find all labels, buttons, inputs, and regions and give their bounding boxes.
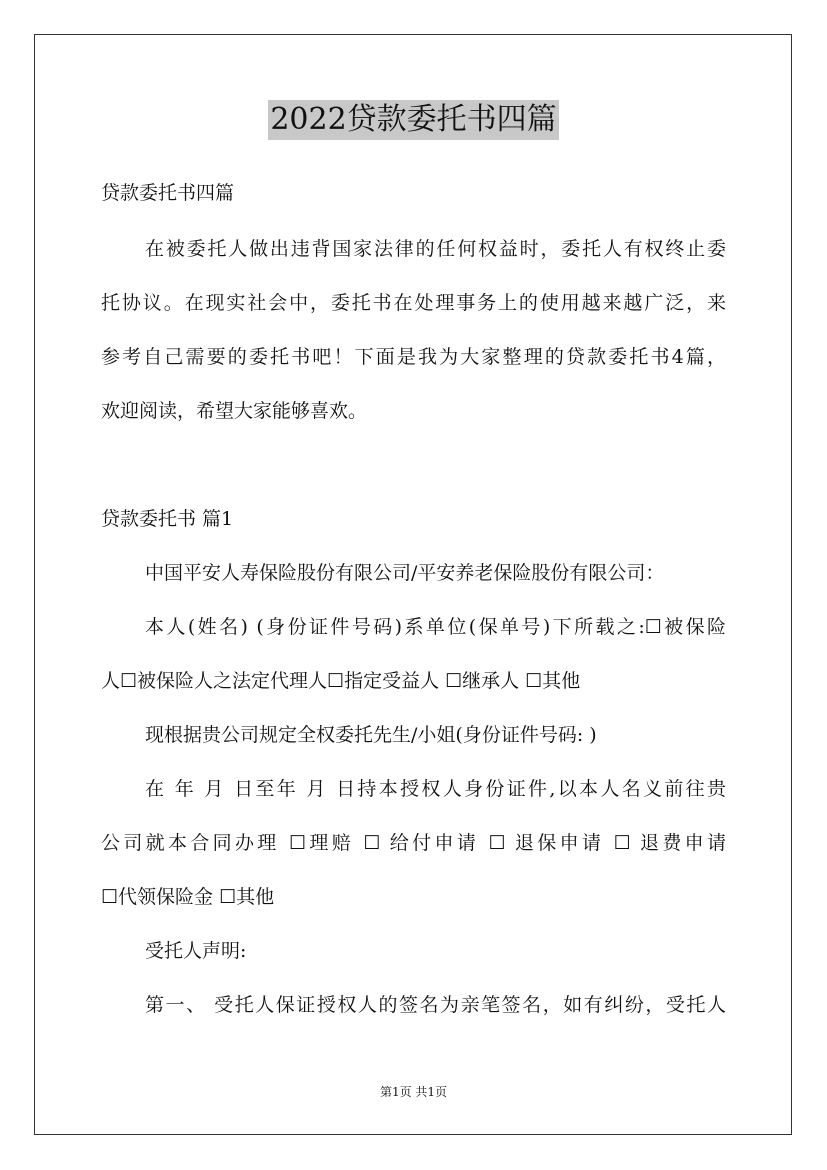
intro-line: 欢迎阅读，希望大家能够喜欢。 [101,400,368,422]
intro-line: 在被委托人做出违背国家法律的任何权益时，委托人有权终止委 [145,238,726,260]
section1-line: 在 年 月 日至年 月 日持本授权人身份证件,以本人名义前往贵 [145,778,726,800]
section1-line: 公司就本合同办理 ☐理赔 ☐ 给付申请 ☐ 退保申请 ☐ 退费申请 [101,832,726,854]
document-title: 2022贷款委托书四篇 [268,100,558,140]
section1-heading: 贷款委托书 篇1 [101,508,234,530]
intro-line: 托协议。在现实社会中，委托书在处理事务上的使用越来越广泛，来 [101,292,726,314]
section1-line: ☐代领保险金 ☐其他 [101,886,275,908]
intro-heading: 贷款委托书四篇 [101,182,235,204]
section1-line: 第一、 受托人保证授权人的签名为亲笔签名，如有纠纷，受托人 [145,994,726,1016]
section1-line: 受托人声明: [145,940,247,962]
title-container [0,100,827,140]
intro-line: 参考自己需要的委托书吧！下面是我为大家整理的贷款委托书4篇， [101,346,726,368]
section1-line: 本人(姓名) (身份证件号码)系单位(保单号)下所载之:☐被保险 [145,616,726,638]
page-number: 第1页 共1页 [379,1085,448,1099]
section1-line: 中国平安人寿保险股份有限公司/平安养老保险股份有限公司： [145,562,665,584]
page-footer [0,1084,827,1100]
section1-line: 人☐被保险人之法定代理人☐指定受益人 ☐继承人 ☐其他 [101,670,581,692]
section1-line: 现根据贵公司规定全权委托先生/小姐(身份证件号码: ) [145,724,597,746]
